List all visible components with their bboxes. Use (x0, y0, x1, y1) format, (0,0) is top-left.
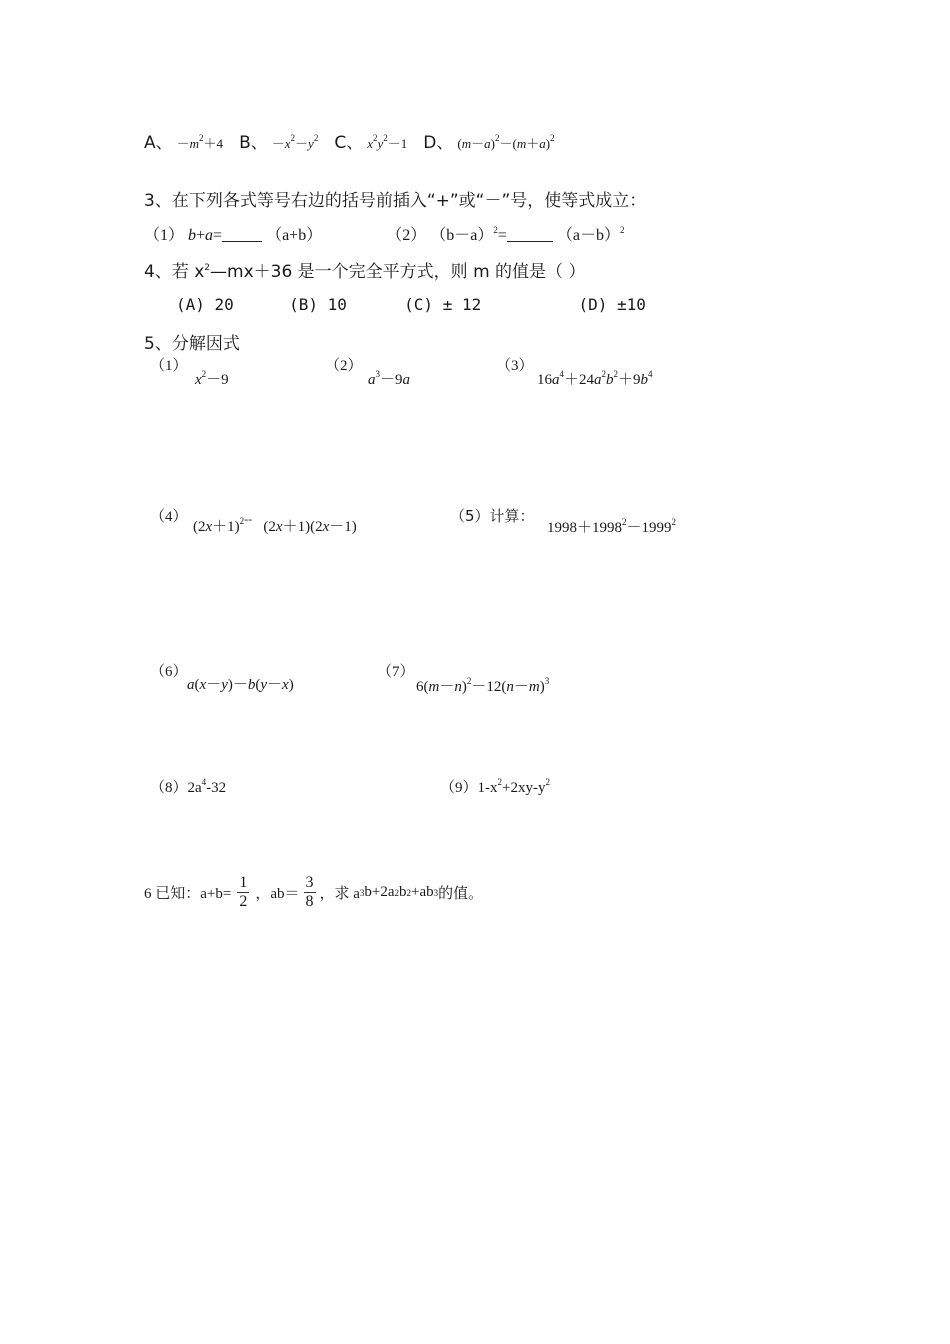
q5-title: 5、分解因式 (144, 334, 240, 354)
choice-b-label: B、 (239, 133, 268, 153)
q3-p1-blank[interactable] (222, 227, 262, 242)
q6-text: 6 已知：a+b= $\frac{1}{2}$ ，ab＝ $\frac{3}{8}$ ，求 a 3 b+2a 2 b 2 +ab 3 的值。 (144, 874, 484, 910)
q3-p1-close: （a+b） (266, 227, 323, 244)
q5-e3: $16a^4+24a^2b^2+9b^4$ (537, 369, 653, 388)
q3-p2-label: （2） (386, 227, 427, 244)
q6-text-b: ，ab＝ (255, 886, 300, 902)
q4-opt-c: (C) ± 12 (404, 295, 482, 314)
q5-e6: a(x－y)－b(y－x) (187, 677, 294, 693)
choice-d-label: D、 (423, 133, 454, 153)
q4-text-b: —mx＋36 是一个完全平方式，则 m 的值是（ ） (210, 262, 586, 282)
q5-l8: $(8)2a^4-32$ (150, 777, 227, 796)
q5-e7: $6(m-n)^2-12(n-m)^3$ (416, 676, 550, 695)
q3-p2-close: （a－b） (556, 227, 620, 244)
q5-e5-b: －1999 (626, 520, 672, 536)
q5-l4: （4） (150, 509, 188, 525)
choices-row (144, 128, 555, 153)
q6-text-c: ，求 a (319, 886, 360, 902)
choice-a-label: A、 (144, 133, 173, 153)
q4-text: 4、若 $x^2—mx+36$ 是一个完全平方式，则 m 的值是（ ） (144, 262, 586, 282)
q5-l9: $(9)1-x^2+2xy-y^2$ (440, 777, 550, 796)
q6-frac-1-den: 2 (239, 893, 248, 910)
q3-p1-label: （1） (144, 227, 185, 244)
q4-opt-d: (D) ±10 (578, 295, 646, 314)
choice-c-expr: $x^2y^2-1$ (367, 133, 408, 151)
q6-frac-2-num: 3 (305, 874, 314, 891)
q5-e5-a: 1998＋1998 (547, 520, 623, 536)
q6-frac-1 (237, 874, 249, 911)
q6-text-d: b+2a (364, 884, 395, 900)
q5-l2: （2） (325, 358, 363, 374)
choice-b-expr: $-x^2-y^2$ (271, 133, 319, 151)
q4-opt-a: (A) 20 (176, 295, 234, 314)
choice-d-expr: $(m-a)^2-(m+a)^2$ (457, 133, 555, 151)
q5-l5: （5）计算： (450, 507, 535, 525)
q6-frac-2-den: 8 (305, 893, 314, 910)
q4-options (176, 295, 646, 314)
q5-l8-a: （8）2a (150, 780, 202, 796)
choice-a-expr: $-m^2+4$ (176, 133, 224, 151)
q5-l9-b: +2xy-y (502, 780, 546, 796)
q5-l6: （6） (150, 664, 188, 680)
q5-e2: $a^3-9a$ (368, 369, 411, 388)
q3-parts: （1） b+a= （a+b） （2） $(b-a)^2= (a-b)^2$ (144, 225, 625, 244)
q3-p1-expr: b+a= (188, 227, 262, 244)
choice-c-label: C、 (334, 133, 364, 153)
q3-p2-open: （b－a） (430, 227, 494, 244)
q5-l9-a: （9）1-x (440, 780, 498, 796)
q3-p2-blank[interactable] (507, 227, 553, 242)
q6-text-e: b (399, 884, 407, 900)
q5-l8-b: -32 (206, 780, 227, 796)
q6-text-f: +ab (411, 884, 434, 900)
q6-text-a: 6 已知：a+b= (144, 886, 232, 902)
q4-text-a: 4、若 x (144, 262, 205, 282)
q6-frac-2 (304, 874, 316, 911)
q6-frac-1-num: 1 (239, 874, 248, 891)
q5-e5: $1998+1998^2-1999^2$ (547, 517, 677, 536)
q5-e4: $(2x+1)^{2--}$ (2x＋1)(2x－1) (193, 512, 357, 535)
q5-e1: $x^2-9$ (195, 369, 229, 388)
q4-opt-b: (B) 10 (289, 295, 347, 314)
q5-l7: （7） (377, 664, 415, 680)
q3-text: 3、在下列各式等号右边的括号前插入“+”或“－”号，使等式成立： (144, 191, 647, 211)
q6-text-g: 的值。 (438, 886, 484, 902)
q5-l3: （3） (496, 358, 534, 374)
q5-l1: （1） (150, 358, 188, 374)
